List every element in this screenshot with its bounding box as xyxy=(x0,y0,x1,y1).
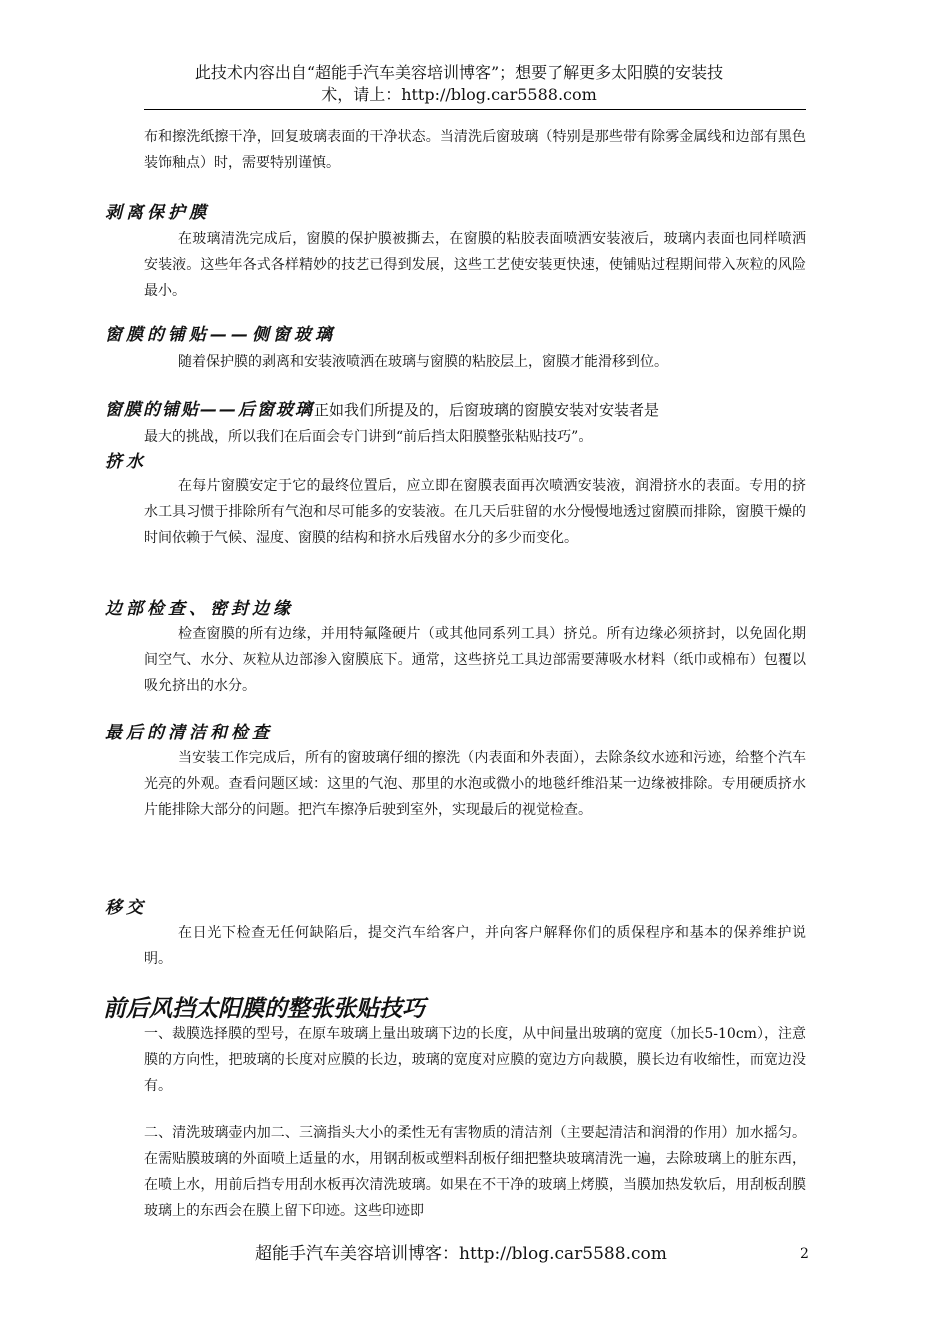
header-line-1: 此技术内容出自“超能手汽车美容培训博客”；想要了解更多太阳膜的安装技 xyxy=(194,63,724,82)
section-heading-windshield: 前后风挡太阳膜的整张张贴技巧 xyxy=(103,995,425,1022)
paragraph-squeeze: 在每片窗膜安定于它的最终位置后，应立即在窗膜表面再次喷洒安装液，润滑挤水的表面。专用的挤水工具习惯于排除所有气泡和尽可能多的安装液。在几天后驻留的水分慢慢地透过窗膜而排除，窗膜干燥的时间依赖于气候、湿度、窗膜的结构和挤水后残留水分的多少而变化。 xyxy=(144,478,806,546)
paragraph-side-window: 随着保护膜的剥离和安装液喷洒在玻璃与窗膜的粘胶层上，窗膜才能滑移到位。 xyxy=(178,354,668,370)
header-divider xyxy=(144,109,806,110)
header-line-2: 术，请上：http://blog.car5588.com xyxy=(321,85,597,104)
heading-delivery: 移交 xyxy=(105,898,147,918)
rear-window-inline-text: 正如我们所提及的，后窗玻璃的窗膜安装对安装者是 xyxy=(314,401,660,419)
paragraph-top: 布和擦洗纸擦干净，回复玻璃表面的干净状态。当清洗后窗玻璃（特别是那些带有除雾金属线和边部有黑色装饰釉点）时，需要特别谨慎。 xyxy=(144,129,806,171)
rear-window-line xyxy=(105,397,806,423)
page-number: 2 xyxy=(800,1246,809,1262)
page-header xyxy=(112,62,806,106)
heading-edge-check: 边部检查、密封边缘 xyxy=(105,599,294,619)
heading-side-window: 窗膜的铺贴——侧窗玻璃 xyxy=(105,325,336,345)
heading-peel: 剥离保护膜 xyxy=(105,203,210,223)
paragraph-step-2: 二、清洗玻璃壶内加二、三滴指头大小的柔性无有害物质的清洁剂（主要起清洁和润滑的作用）加水摇匀。在需贴膜玻璃的外面喷上适量的水，用钢刮板或塑料刮板仔细把整块玻璃清洗一遍，去除玻璃上的脏东西，在喷上水，用前后挡专用刮水板再次清洗玻璃。如果在不干净的玻璃上烤膜，当膜加热发软后，用刮板刮膜玻璃上的东西会在膜上留下印迹。这些印迹即 xyxy=(144,1125,806,1219)
heading-final-check: 最后的清洁和检查 xyxy=(105,723,273,743)
page-footer: 超能手汽车美容培训博客：http://blog.car5588.com xyxy=(255,1244,667,1264)
paragraph-step-1: 一、裁膜选择膜的型号，在原车玻璃上量出玻璃下边的长度，从中间量出玻璃的宽度（加长5-10cm），注意膜的方向性，把玻璃的长度对应膜的长边，玻璃的宽度对应膜的宽边方向裁膜，膜长边有收缩性，而宽边没有。 xyxy=(144,1026,806,1094)
paragraph-edge-check: 检查窗膜的所有边缘，并用特氟隆硬片（或其他同系列工具）挤兑。所有边缘必须挤封，以免固化期间空气、水分、灰粒从边部渗入窗膜底下。通常，这些挤兑工具边部需要薄吸水材料（纸巾或棉布）包覆以吸允挤出的水分。 xyxy=(144,626,806,694)
paragraph-delivery: 在日光下检查无任何缺陷后，提交汽车给客户，并向客户解释你们的质保程序和基本的保养维护说明。 xyxy=(144,925,806,967)
paragraph-peel: 在玻璃清洗完成后，窗膜的保护膜被撕去，在窗膜的粘胶表面喷洒安装液后，玻璃内表面也同样喷洒安装液。这些年各式各样精妙的技艺已得到发展，这些工艺使安装更快速，使铺贴过程期间带入灰粒的风险最小。 xyxy=(144,231,806,299)
heading-rear-window: 窗膜的铺贴——后窗玻璃 xyxy=(105,400,314,420)
paragraph-final-check: 当安装工作完成后，所有的窗玻璃仔细的擦洗（内表面和外表面），去除条纹水迹和污迹，给整个汽车光亮的外观。查看问题区域：这里的气泡、那里的水泡或微小的地毯纤维沿某一边缘被排除。专用硬质挤水片能排除大部分的问题。把汽车擦净后驶到室外，实现最后的视觉检查。 xyxy=(144,750,806,818)
heading-squeeze: 挤水 xyxy=(105,452,147,472)
paragraph-rear-window: 最大的挑战，所以我们在后面会专门讲到“前后挡太阳膜整张粘贴技巧”。 xyxy=(144,429,593,445)
